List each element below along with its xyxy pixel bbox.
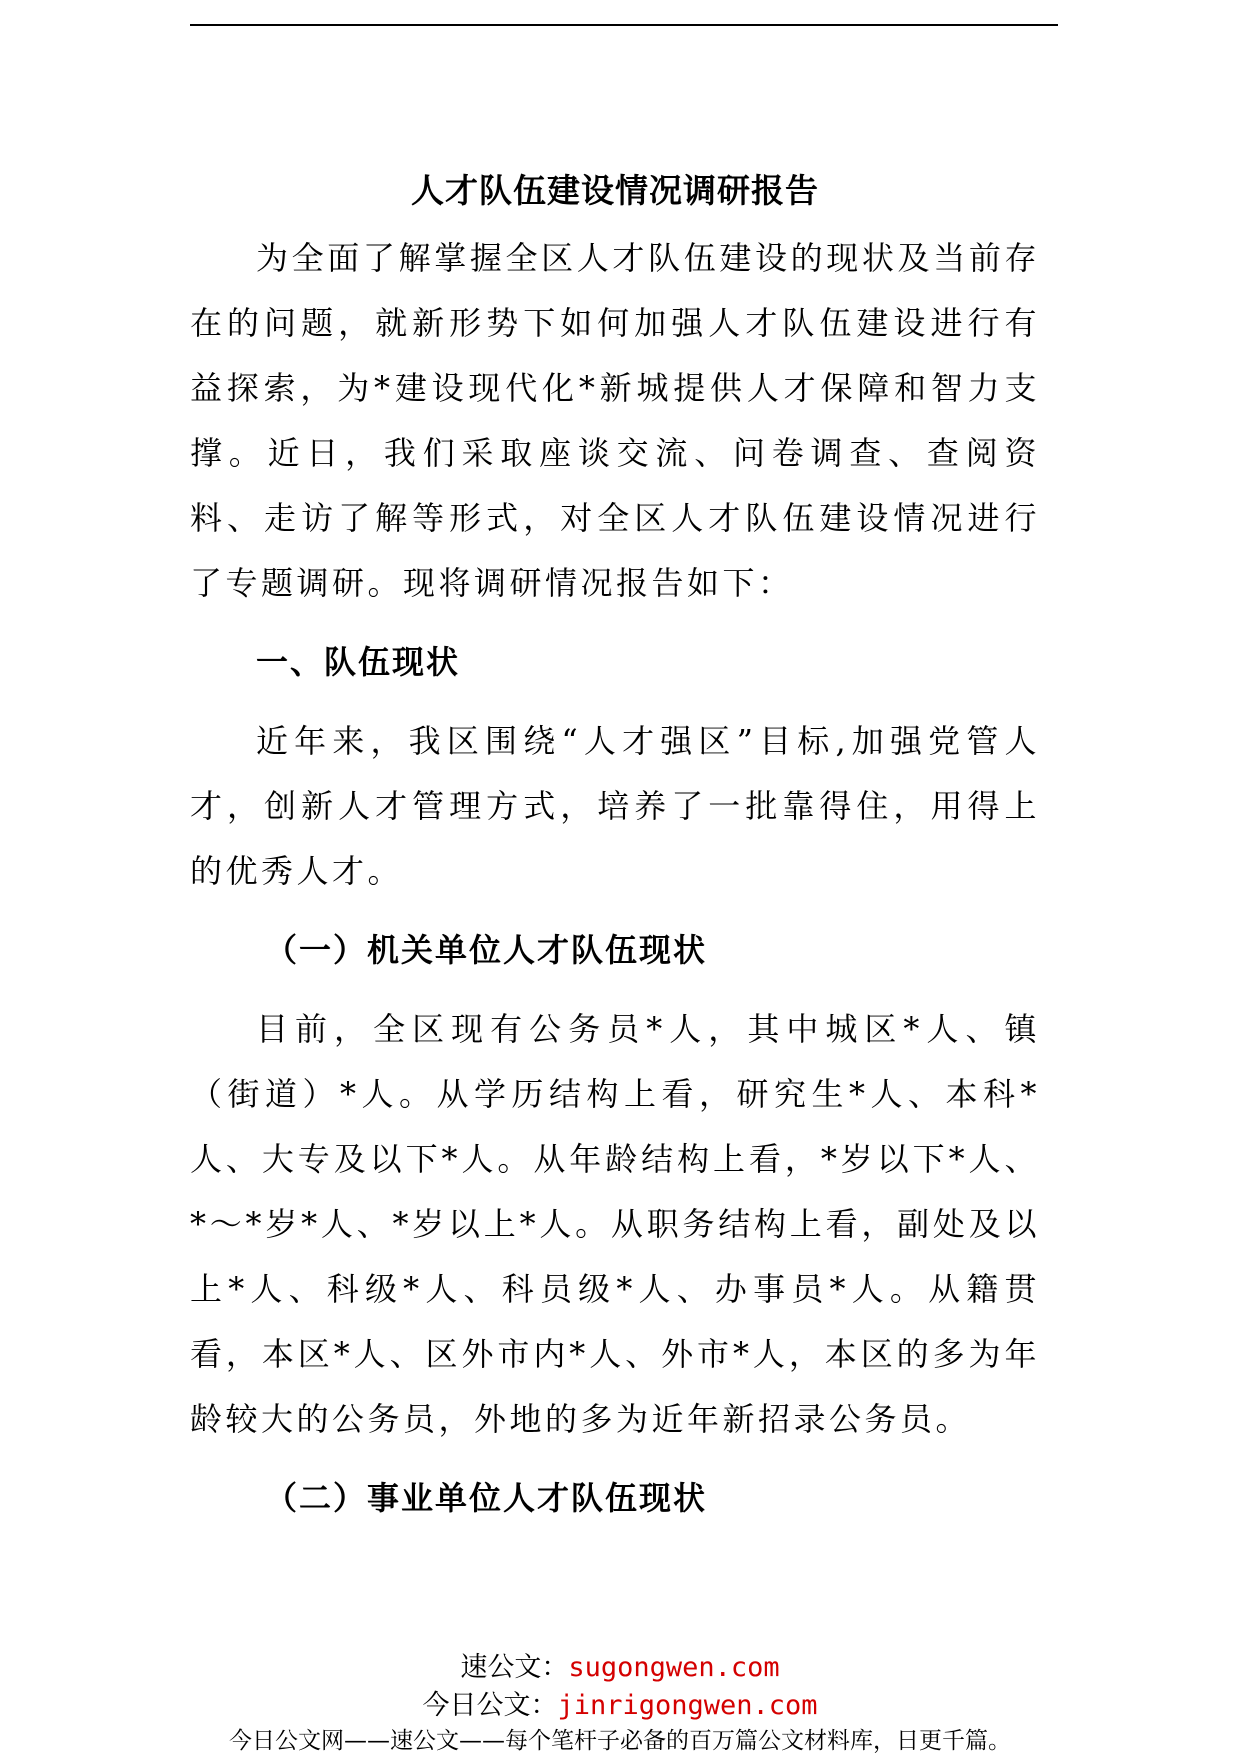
document-body xyxy=(190,165,1040,1545)
footer-line-1 xyxy=(0,1645,1240,1684)
section-1-paragraph: 近年来，我区围绕“人才强区”目标,加强党管人才，创新人才管理方式，培养了一批靠得住，用得上的优秀人才。 xyxy=(190,722,1040,890)
footer-label-2: 今日公文： xyxy=(422,1690,558,1721)
document-title: 人才队伍建设情况调研报告 xyxy=(411,171,819,210)
header-rule xyxy=(190,24,1058,26)
footer-label-1: 速公文： xyxy=(460,1652,569,1683)
intro-paragraph: 为全面了解掌握全区人才队伍建设的现状及当前存在的问题，就新形势下如何加强人才队伍建设进行有益探索，为*建设现代化*新城提供人才保障和智力支撑。近日，我们采取座谈交流、问卷调查、查阅资料、走访了解等形式，对全区人才队伍建设情况进行了专题调研。现将调研情况报告如下： xyxy=(190,239,1040,602)
footer-link-2[interactable]: jinrigongwen.com xyxy=(557,1690,818,1721)
footer-tagline: 今日公文网——速公文——每个笔杆子必备的百万篇公文材料库，日更千篇。 xyxy=(229,1728,1011,1754)
subsection-1-heading: （一）机关单位人才队伍现状 xyxy=(265,931,708,969)
subsection-1-paragraph: 目前，全区现有公务员*人，其中城区*人、镇（街道）*人。从学历结构上看，研究生*人、本科*人、大专及以下*人。从年龄结构上看，*岁以下*人、*～*岁*人、*岁以上*人。从职务结构上看，副处及以上*人、科级*人、科员级*人、办事员*人。从籍贯看，本区*人、区外市内*人、外市*人，本区的多为年龄较大的公务员，外地的多为近年新招录公务员。 xyxy=(190,1010,1040,1438)
subsection-2-heading: （二）事业单位人才队伍现状 xyxy=(265,1479,708,1517)
footer-line-2 xyxy=(0,1683,1240,1722)
section-1-heading: 一、队伍现状 xyxy=(256,643,461,681)
footer-link-1[interactable]: sugongwen.com xyxy=(568,1652,780,1683)
